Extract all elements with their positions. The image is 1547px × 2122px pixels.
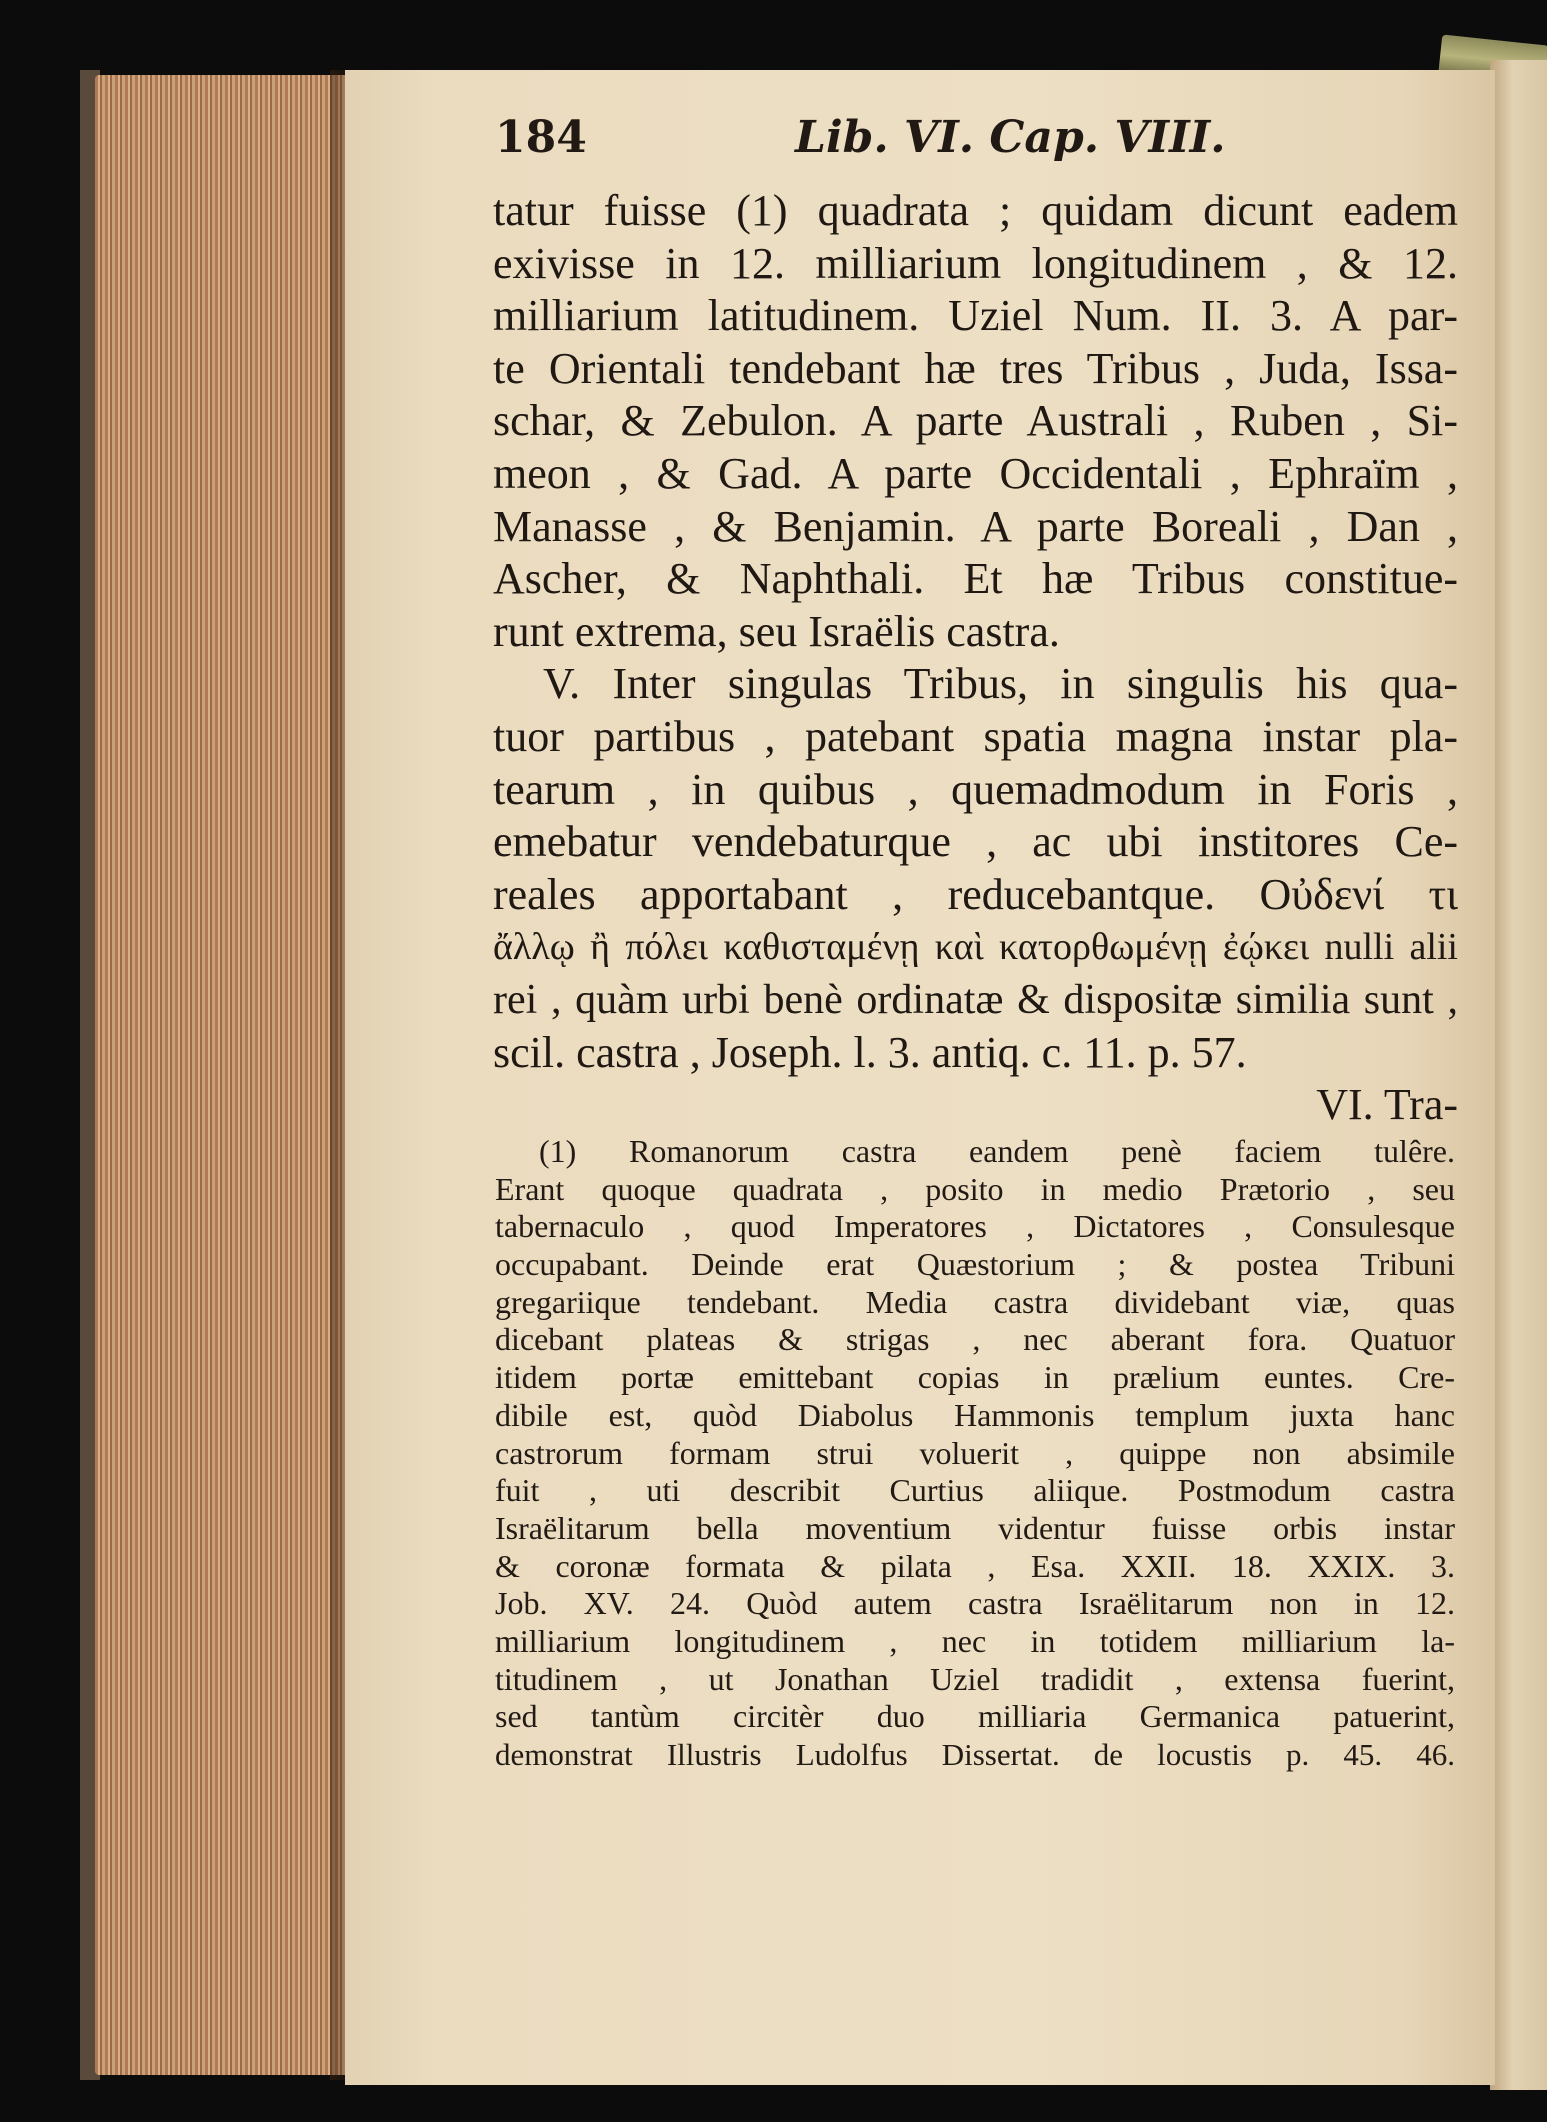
footnote-line: milliarium longitudinem , nec in totidem milliarium la-: [495, 1622, 1455, 1659]
text-line: tearum , in quibus , quemadmodum in Foris ,: [493, 764, 1458, 814]
footnote-line: Israëlitarum bella moventium videntur fuisse orbis instar: [495, 1509, 1455, 1546]
footnote-line: itidem portæ emittebant copias in prælium euntes. Cre-: [495, 1359, 1455, 1396]
text-line: runt extrema, seu Israëlis castra.: [493, 606, 1060, 656]
running-head: [495, 112, 1475, 182]
page-number: 184: [495, 112, 587, 163]
text-line: schar, & Zebulon. A parte Australi , Ruben , Si-: [493, 396, 1458, 446]
text-line: te Orientali tendebant hæ tres Tribus , Juda, Issa-: [493, 343, 1458, 393]
main-text: [493, 185, 1458, 1132]
text-line: rei , quàm urbi benè ordinatæ & dispositæ similia sunt ,: [493, 976, 1458, 1023]
footnote-line: fuit , uti describit Curtius aliique. Postmodum castra: [495, 1472, 1455, 1509]
text-line: emebatur vendebaturque , ac ubi institores Ce-: [493, 817, 1458, 867]
text-line: Ascher, & Naphthali. Et hæ Tribus constitue-: [493, 554, 1458, 604]
text-line: V. Inter singulas Tribus, in singulis his qua-: [543, 659, 1458, 709]
footnote-line: castrorum formam strui voluerit , quippe non absimile: [495, 1434, 1455, 1471]
text-line: Manasse , & Benjamin. A parte Boreali , Dan ,: [493, 501, 1458, 551]
footnote-line: occupabant. Deinde erat Quæstorium ; & postea Tribuni: [495, 1246, 1455, 1283]
footnote-line: (1) Romanorum castra eandem penè faciem tulêre.: [539, 1133, 1455, 1169]
text-line: scil. castra , Joseph. l. 3. antiq. c. 11. p. 57.: [493, 1027, 1247, 1077]
catchword: VI. Tra-: [1316, 1080, 1458, 1130]
text-line: exivisse in 12. milliarium longitudinem , & 12.: [493, 238, 1458, 288]
running-title: Lib. VI. Cap. VIII.: [795, 112, 1226, 163]
footnote-line: Job. XV. 24. Quòd autem castra Israëlitarum non in 12.: [495, 1585, 1455, 1622]
next-page-edge: [1490, 60, 1547, 2090]
footnote-line: dibile est, quòd Diabolus Hammonis templum juxta hanc: [495, 1396, 1455, 1433]
footnote-line: Erant quoque quadrata , posito in medio Prætorio , seu: [495, 1170, 1455, 1207]
page-edges: [95, 75, 345, 2075]
text-line: ἄλλῳ ἢ πόλει καθισταμένῃ καὶ κατορθωμένῃ ἐῴκει nulli alii: [493, 926, 1458, 969]
footnote-line: dicebant plateas & strigas , nec aberant fora. Quatuor: [495, 1321, 1455, 1358]
footnote: [495, 1133, 1455, 1774]
footnote-line: tabernaculo , quod Imperatores , Dictatores , Consulesque: [495, 1208, 1455, 1245]
text-line: reales apportabant , reducebantque. Οὐδενί τι: [493, 869, 1458, 919]
text-line: tatur fuisse (1) quadrata ; quidam dicunt eadem: [493, 186, 1458, 235]
footnote-line: & coronæ formata & pilata , Esa. XXII. 18. XXIX. 3.: [495, 1547, 1455, 1584]
text-line: tuor partibus , patebant spatia magna instar pla-: [493, 711, 1458, 761]
footnote-line: sed tantùm circitèr duo milliaria Germanica patuerint,: [495, 1698, 1455, 1735]
footnote-line: demonstrat Illustris Ludolfus Dissertat. de locustis p. 45. 46.: [495, 1737, 1455, 1772]
footnote-line: gregariique tendebant. Media castra dividebant viæ, quas: [495, 1283, 1455, 1320]
text-line: milliarium latitudinem. Uziel Num. II. 3. A par-: [493, 291, 1458, 341]
footnote-line: titudinem , ut Jonathan Uziel tradidit , extensa fuerint,: [495, 1660, 1455, 1697]
text-line: meon , & Gad. A parte Occidentali , Ephraïm ,: [493, 448, 1458, 498]
